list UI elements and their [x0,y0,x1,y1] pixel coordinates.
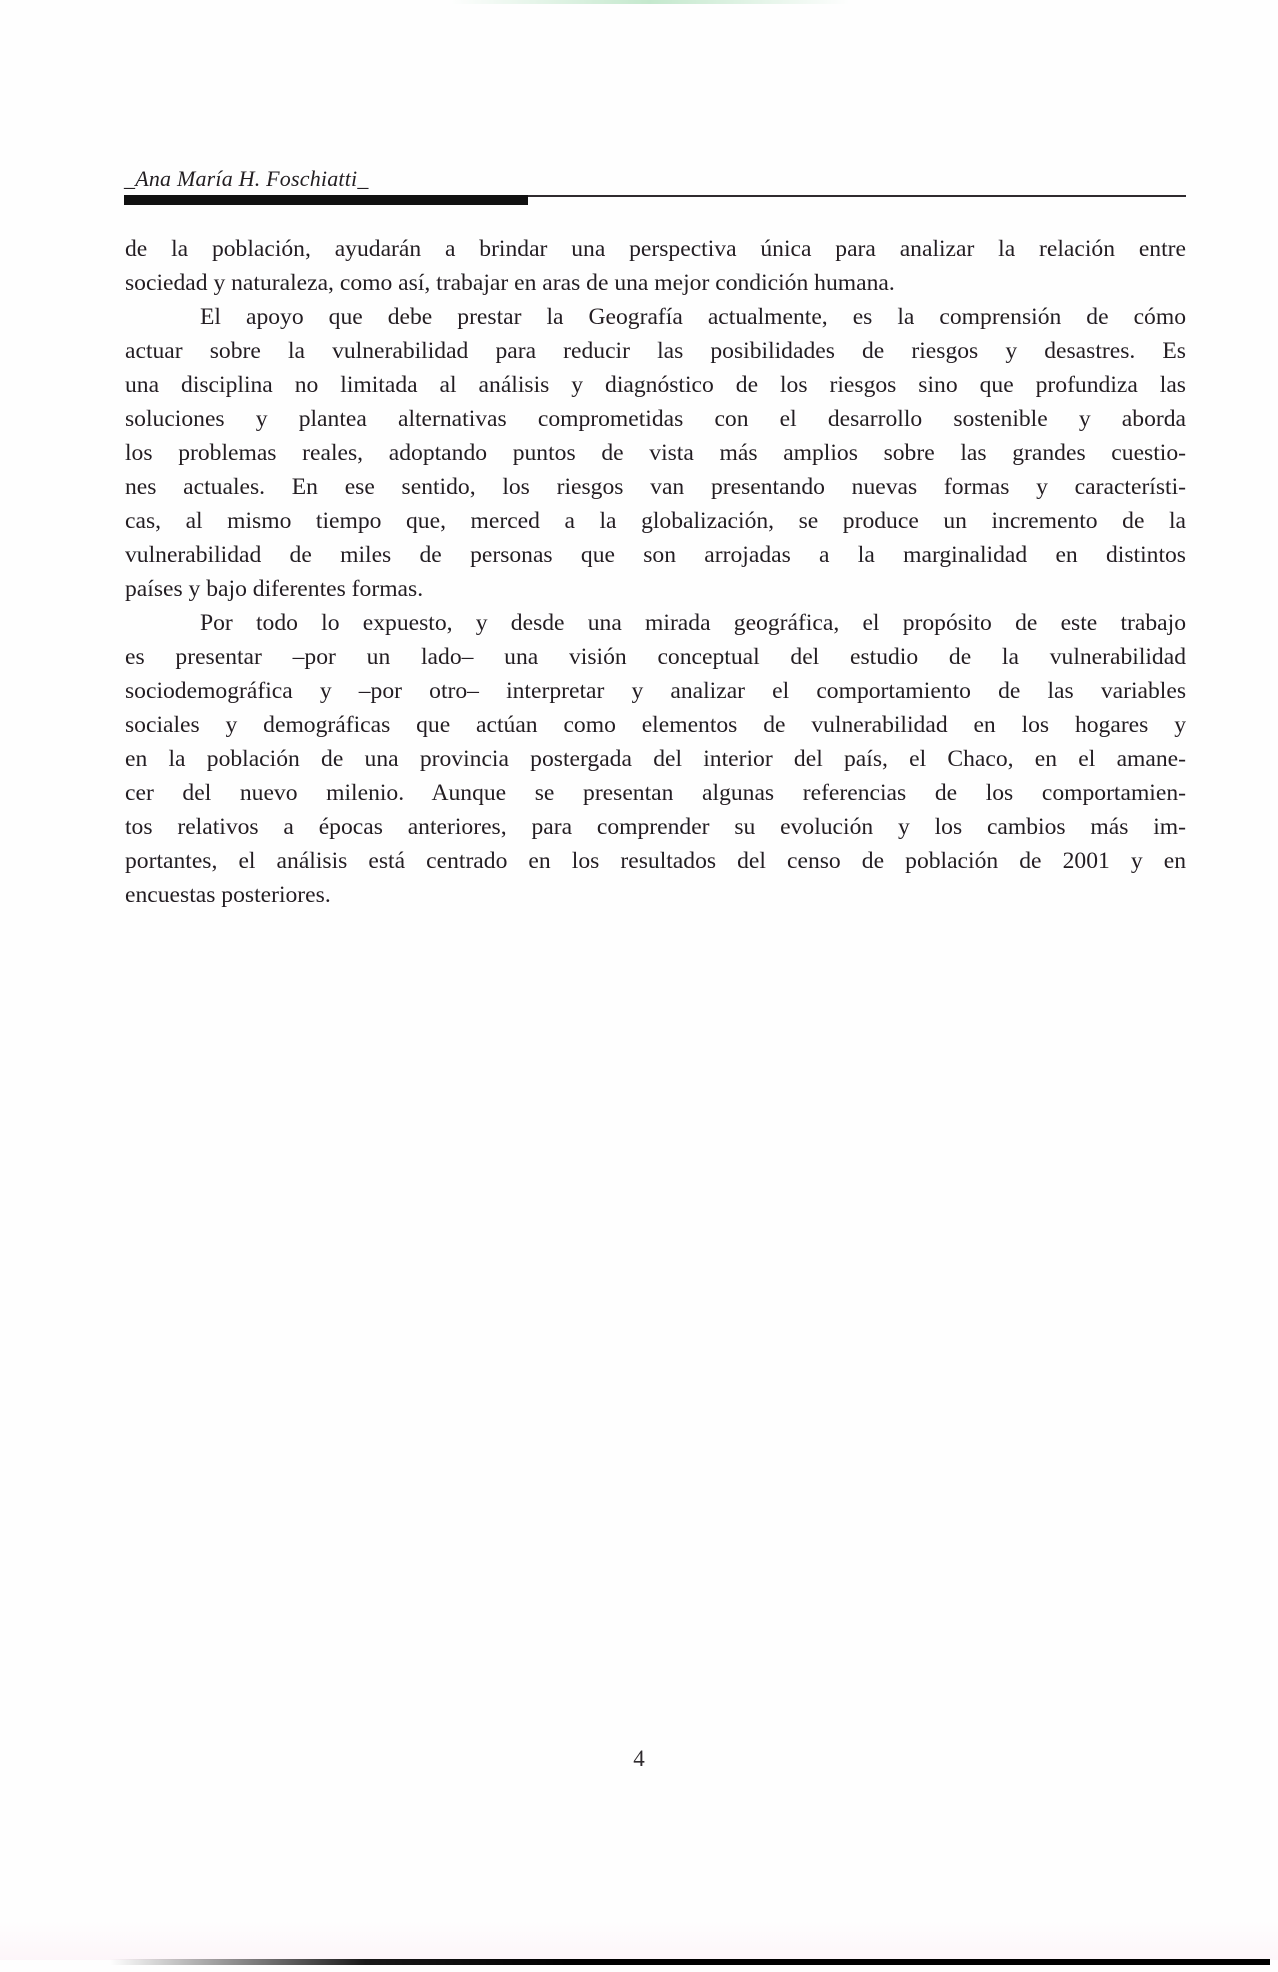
text-line: cas, al mismo tiempo que, merced a la globalización, se produce un incremento de la [125,508,1186,534]
header-rule-thick [124,195,528,205]
text-line: tos relativos a épocas anteriores, para comprender su evolución y los cambios más im- [125,814,1186,840]
text-line: actuar sobre la vulnerabilidad para reducir las posibilidades de riesgos y desastres. Es [125,338,1186,364]
text-line: sociales y demográficas que actúan como elementos de vulnerabilidad en los hogares y [125,712,1186,738]
text-line: Por todo lo expuesto, y desde una mirada geográfica, el propósito de este trabajo [200,610,1186,636]
scan-edge-tint [450,0,850,4]
scan-bottom-tint [0,1920,1278,1960]
page-number: 4 [633,1746,645,1771]
text-line: soluciones y plantea alternativas comprometidas con el desarrollo sostenible y aborda [125,406,1186,432]
text-line: El apoyo que debe prestar la Geografía actualmente, es la comprensión de cómo [200,304,1186,330]
text-line: sociedad y naturaleza, como así, trabajar en aras de una mejor condición humana. [125,270,895,296]
text-line: vulnerabilidad de miles de personas que son arrojadas a la marginalidad en distintos [125,542,1186,568]
paragraph-3 [125,606,1186,912]
text-line: en la población de una provincia postergada del interior del país, el Chaco, en el amane- [125,746,1186,772]
paragraph-2 [125,300,1186,606]
text-line: de la población, ayudarán a brindar una perspectiva única para analizar la relación entre [125,236,1186,262]
text-line: portantes, el análisis está centrado en los resultados del censo de población de 2001 y en [125,848,1186,874]
text-line: es presentar –por un lado– una visión conceptual del estudio de la vulnerabilidad [125,644,1186,670]
text-line: países y bajo diferentes formas. [125,576,424,602]
text-line: sociodemográfica y –por otro– interpretar y analizar el comportamiento de las variables [125,678,1186,704]
paragraph-1 [125,232,1186,300]
text-line: nes actuales. En ese sentido, los riesgos van presentando nuevas formas y característi- [125,474,1186,500]
text-line: cer del nuevo milenio. Aunque se presentan algunas referencias de los comportamien- [125,780,1186,806]
text-line: los problemas reales, adoptando puntos de vista más amplios sobre las grandes cuestio- [125,440,1186,466]
running-head: _Ana María H. Foschiatti_ [124,166,369,191]
text-line: una disciplina no limitada al análisis y diagnóstico de los riesgos sino que profundiza las [125,372,1186,398]
text-line: encuestas posteriores. [125,882,331,908]
body-text [125,232,1186,912]
scan-bottom-edge [110,1959,1270,1965]
